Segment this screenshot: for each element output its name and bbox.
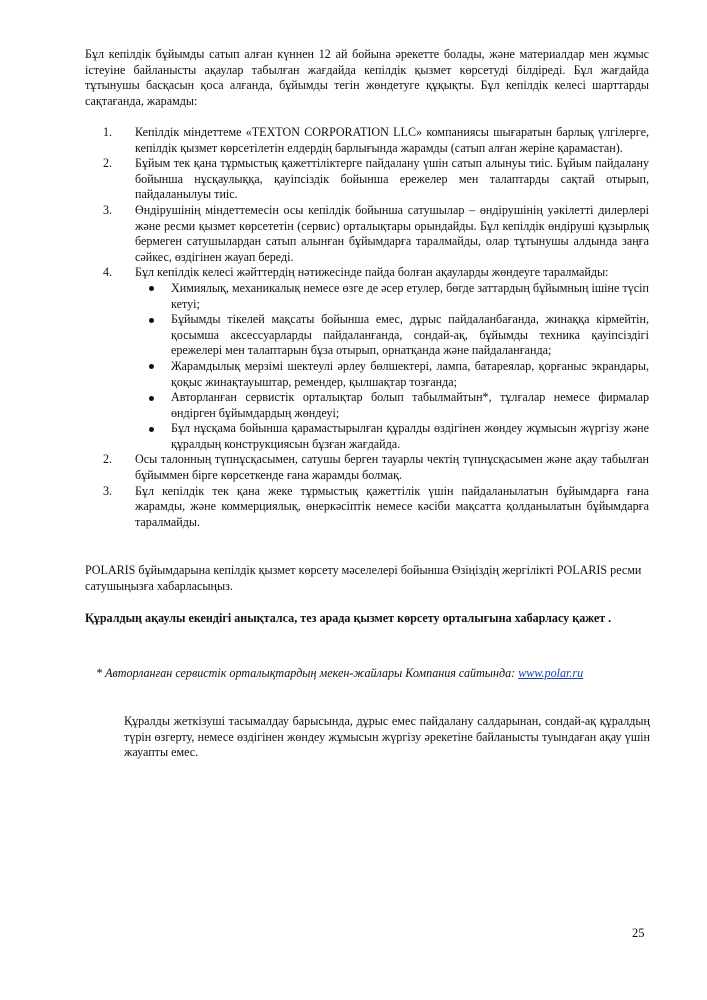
- bullet-icon: [149, 427, 154, 432]
- condition-text: Бұл кепілдік тек қана жеке тұрмыстық қажеттілік үшін пайдаланылатын бұйымдарға ғана жарамды, және коммерциялық, өнеркәсіптік немесе кәсіби мақсатта қолданылатын бұйымдарға таралмайды.: [135, 483, 649, 529]
- page-number: 25: [632, 926, 645, 940]
- condition-text: Бұйым тек қана тұрмыстық қажеттіліктерге пайдалану үшін сатып алынуы тиіс. Бұйым пайдалану бойынша нұсқаулыққа, қауіпсіздік бойынша ережелер мен талаптарды сақтай отырып, пайдаланылуы тиіс.: [135, 156, 649, 202]
- exclusion-text: Авторланған сервистік орталықтар болып табылмайтын*, тұлғалар немесе фирмалар өндірген бұйымдардың жөндеуі;: [171, 390, 649, 420]
- exclusion-text: Жарамдылық мерзімі шектеулі әрлеу бөлшектері, лампа, батареялар, қорғаныс экрандары, қоқыс жинақтауыштар, ремендер, қылшақтар тозғанда;: [171, 358, 649, 389]
- warranty-intro: Бұл кепілдік бұйымды сатып алған күннен 12 ай бойына әрекетте болады, және материалдар мен жұмыс істеуіне байланысты ақаулар табылған жағдайда кепілдік қызмет көрсетуді білдіреді. Бұл жағдайда тұтынушы басқасын қоса алғанда, бұйымды тегін жөндетуге құқықты. Бұл кепілдік келесі шарттарды сақтағанда, жарамды:: [85, 47, 649, 108]
- exclusion-text: Бұл нұсқама бойынша қарамастырылған құралды өздігінен жөндеу жұмысын жүргізу және құралдың конструкциясын бұзған жағдайда.: [171, 421, 649, 451]
- condition-number: 1.: [103, 125, 113, 139]
- exclusion-item: [147, 390, 649, 421]
- liability-disclaimer: Құралды жеткізуші тасымалдау барысында, дұрыс емес пайдалану салдарынан, сондай-ақ құралдың түрін өзгерту, немесе өздігінен жөндеу жұмысын жүргізу әрекетіне байланысты туындаған ақау үшін жауапты емес.: [124, 714, 650, 760]
- condition-item: [103, 484, 649, 531]
- service-centers-footnote: [96, 666, 656, 682]
- condition-number: 3.: [103, 202, 113, 217]
- condition-number: 3.: [103, 483, 113, 498]
- footnote-text: * Авторланған сервистік орталықтардың мекен-жайлары Компания сайтында:: [96, 666, 519, 680]
- condition-text: Осы талонның түпнұсқасымен, сатушы берген тауарлы чектің түпнұсқасымен және ақау табылған бұйыммен бірге көрсеткенде ғана жарамды болмақ.: [135, 452, 649, 483]
- exclusion-item: [147, 421, 649, 452]
- exclusion-text: Химиялық, механикалық немесе өзге де әсер етулер, бөгде заттардың бұйымның ішіне түсіп кетуі;: [171, 280, 649, 311]
- condition-number: 4.: [103, 265, 113, 280]
- condition-text: Кепілдік міндеттеме «TEXTON CORPORATION LLC» компаниясы шығаратын барлық үлгілерге, кепілдік қызмет көрсетілетін елдердің барлығында жарамды (сатып алған жеріне қарамастан).: [135, 125, 649, 155]
- bullet-icon: [149, 396, 154, 401]
- exclusion-item: [147, 281, 649, 312]
- polaris-contact-note: POLARIS бұйымдарына кепілдік қызмет көрсету мәселелері бойынша Өзіңіздің жергілікті POLARIS ресми сатушыңызға хабарласыңыз.: [85, 563, 642, 593]
- bullet-icon: [149, 286, 154, 291]
- conditions-list: [103, 125, 649, 530]
- condition-number: 2.: [103, 156, 113, 171]
- exclusion-item: [147, 359, 649, 390]
- exclusions-list: [103, 281, 649, 453]
- condition-text: Бұл кепілдік келесі жәйттердің нәтижесінде пайда болған ақауларды жөндеуге таралмайды:: [135, 265, 609, 280]
- bullet-icon: [149, 364, 154, 369]
- bullet-icon: [149, 318, 154, 323]
- condition-text: Өндірушінің міндеттемесін осы кепілдік бойынша сатушылар – өндірушінің уәкілетті дилерлері және ресми қызмет көрсететін (сервис) орталықтары орындайды. Бұл кепілдік өндіруші құзырлық бермеген сатушылардан сатып алынған бұйымдарға таралмайды, олар тұтынушы алдында заңға сәйкес, өздігінен жауап береді.: [135, 202, 649, 264]
- condition-item: [103, 265, 649, 281]
- condition-number: 2.: [103, 452, 113, 467]
- condition-item: [103, 203, 649, 265]
- exclusion-item: [147, 312, 649, 359]
- exclusion-text: Бұйымды тікелей мақсаты бойынша емес, дұрыс пайдаланбағанда, жинаққа кірмейтін, қосымша аксессуарларды пайдаланғанда, сондай-ақ, бұйымды техника қауіпсіздігі ережелері мен талаптарын бұза отырып, орнатқанда және пайдаланғанда;: [171, 312, 649, 358]
- condition-item: [103, 125, 649, 156]
- condition-item: [103, 156, 649, 203]
- condition-item: [103, 452, 649, 483]
- website-link[interactable]: www.polar.ru: [518, 666, 584, 680]
- important-notice: Құралдың ақаулы екендігі анықталса, тез арада қызмет көрсету орталығына хабарласу қажет .: [85, 611, 612, 625]
